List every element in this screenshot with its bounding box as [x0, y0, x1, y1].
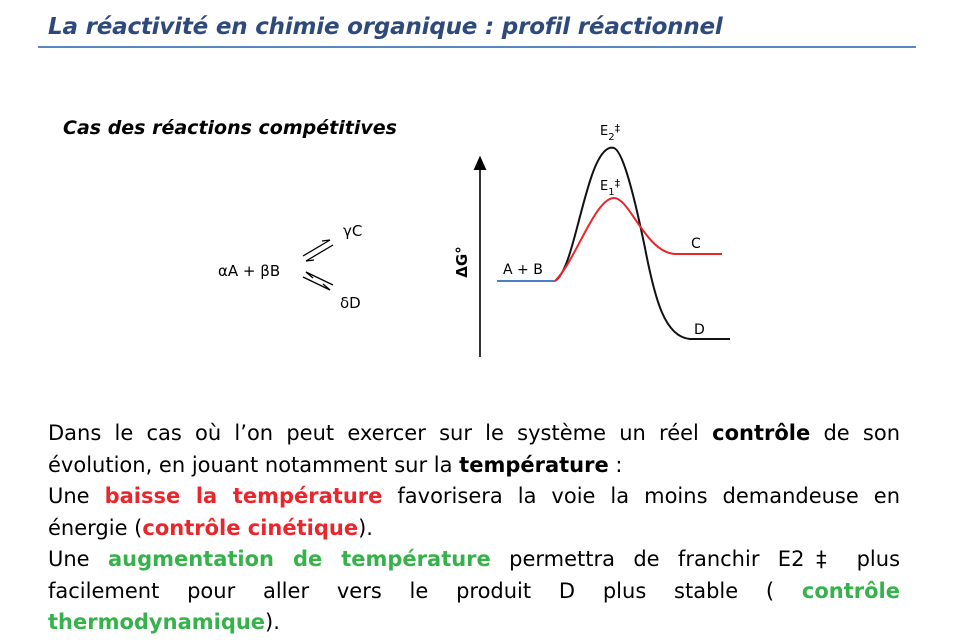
y-axis-label: ΔG° [453, 246, 471, 278]
p2-red-cinetique: contrôle cinétique [142, 515, 359, 540]
ts1-label: $E_1^\ddagger$ [600, 177, 621, 198]
p2-text-1: Une [48, 484, 105, 508]
paragraph-1 [48, 418, 900, 481]
p3-green-augmentation: augmentation de température [107, 547, 491, 571]
p1-bold-temperature: température [459, 452, 609, 477]
p3-text-1: Une [48, 547, 108, 571]
path-to-d [555, 148, 730, 339]
slide-subtitle: Cas des réactions compétitives [63, 117, 397, 139]
paragraph-3 [48, 544, 900, 639]
p1-text-3: : [608, 452, 623, 477]
product-upper-label: γC [343, 222, 363, 240]
ts2-label: $E_2^\ddagger$ [600, 122, 621, 143]
slide-title: La réactivité en chimie organique : profil réactionnel [48, 14, 723, 40]
product-c-label: C [691, 236, 701, 252]
p3-text-3: ). [265, 610, 280, 634]
p1-text-1: Dans le cas où l’on peut exercer sur le système un réel [48, 421, 713, 445]
p1-text-2: de son évolution, en jouant notamment sur la [48, 421, 901, 477]
p2-text-3: ). [358, 515, 373, 540]
start-label: A + B [503, 262, 543, 278]
p3-text-2: permettra de franchir E2‡ plus facilement pour aller vers le produit D plus stable ( [48, 547, 901, 603]
product-d-label: D [694, 322, 705, 338]
product-lower-label: δD [340, 294, 361, 312]
paragraph-2 [48, 481, 900, 544]
energy-profile [453, 122, 730, 357]
p1-bold-controle: contrôle [712, 421, 811, 445]
reactants-label: αA + βB [218, 262, 281, 280]
equilibrium-arrow-lower [303, 272, 333, 290]
equilibrium-arrow-upper [303, 240, 333, 261]
reaction-scheme [218, 222, 362, 312]
explanation-text [48, 418, 900, 639]
p2-red-baisse: baisse la température [104, 484, 383, 508]
p2-text-2: favorisera la voie la moins demandeuse en énergie ( [48, 484, 901, 540]
p3-green-thermo: contrôle thermodynamique [48, 578, 900, 634]
